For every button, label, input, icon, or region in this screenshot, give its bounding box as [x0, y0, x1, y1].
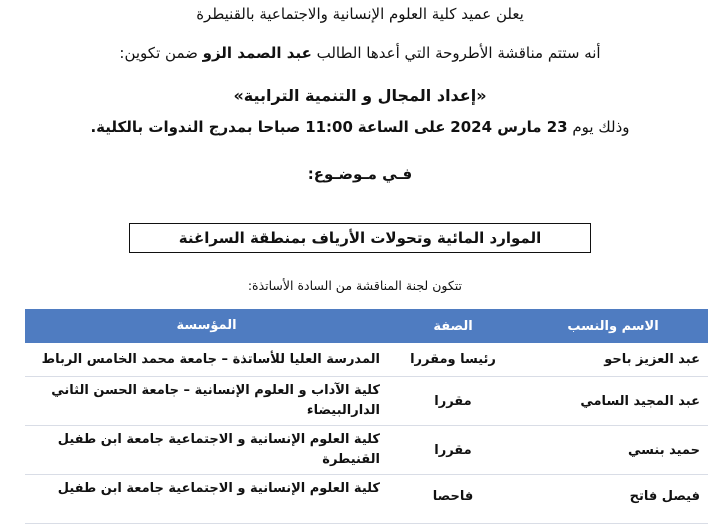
member-name: عبد العزيز باحو: [604, 352, 700, 367]
student-name: عبد الصمد الزو: [202, 44, 312, 62]
member-role: رئيسا ومقررا: [410, 352, 496, 367]
member-institution: المدرسة العليا للأساتذة – جامعة محمد الخامس الرباط: [41, 351, 380, 367]
member-role: فاحصا: [432, 489, 474, 504]
jury-table: [25, 309, 708, 524]
member-institution: كلية العلوم الإنسانية و الاجتماعية جامعة ابن طفيل القنيطرة: [57, 432, 380, 467]
header-name: الاسم والنسب: [567, 318, 659, 334]
member-role: مقررا: [434, 393, 472, 409]
table-row: [25, 377, 708, 426]
defense-time: 11:00: [305, 118, 353, 136]
thesis-subject-box: [129, 223, 591, 253]
member-name: حميد بنسي: [628, 442, 700, 458]
thesis-subject-title: الموارد المائية وتحولات الأرياف بمنطقة السراغنة: [178, 229, 542, 247]
dean-announcement: يعلن عميد كلية العلوم الإنسانية والاجتماعية بالقنيطرة: [196, 5, 524, 23]
member-role: مقررا: [434, 442, 472, 458]
table-row: [25, 343, 708, 377]
thesis-intro-line: [0, 44, 720, 62]
header-institution: المؤسسة: [176, 318, 237, 333]
member-name: عبد المجيد السامي: [580, 393, 700, 409]
jury-intro: تتكون لجنة المناقشة من السادة الأساتذة:: [247, 278, 462, 293]
thesis-intro-suffix: ضمن تكوين:: [119, 44, 198, 62]
member-name: فيصل فاتح: [629, 489, 700, 504]
program-name: «إعداد المجال و التنمية الترابية»: [233, 86, 487, 105]
table-row: [25, 426, 708, 475]
topic-label: فـي مـوضـوع:: [307, 165, 413, 183]
defense-date: 23 مارس 2024: [450, 118, 568, 136]
date-time-line: [0, 118, 720, 136]
table-header-row: [25, 309, 708, 343]
header-role: الصفة: [433, 318, 473, 334]
venue: صباحا بمدرج الندوات بالكلية.: [90, 118, 301, 136]
time-prefix: على الساعة: [357, 118, 446, 136]
date-prefix: وذلك يوم: [572, 118, 630, 136]
thesis-intro-prefix: أنه ستتم مناقشة الأطروحة التي أعدها الطالب: [316, 44, 601, 62]
member-institution: كلية الآداب و العلوم الإنسانية – جامعة الحسن الثاني الدارالبيضاء: [51, 383, 380, 418]
member-institution: كلية العلوم الإنسانية و الاجتماعية جامعة ابن طفيل: [57, 481, 380, 496]
